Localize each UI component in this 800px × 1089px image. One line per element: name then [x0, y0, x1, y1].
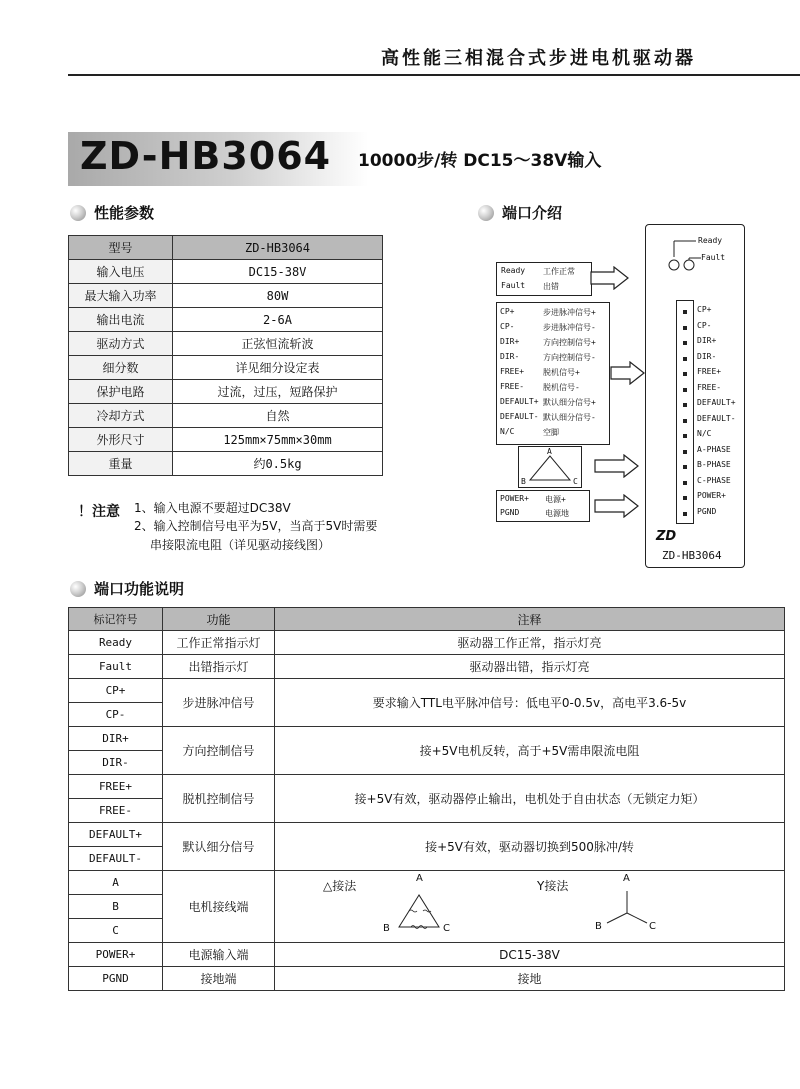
param-key: 外形尺寸	[69, 428, 173, 452]
panel-pin-label: DEFAULT-	[697, 414, 736, 423]
port-note: 接+5V有效，驱动器切换到500脉冲/转	[275, 823, 785, 871]
port-function: 默认细分信号	[163, 823, 275, 871]
pin-dot	[683, 388, 687, 392]
port-symbol: B	[69, 895, 163, 919]
power-desc: 电源地	[545, 509, 569, 518]
port-symbol: DEFAULT-	[69, 847, 163, 871]
signal-desc: 步进脉冲信号+	[543, 308, 596, 317]
power-name: PGND	[500, 508, 520, 517]
section-ports-intro	[478, 202, 562, 223]
signal-name: DEFAULT-	[500, 412, 539, 421]
signal-name: FREE+	[500, 367, 525, 376]
port-note: 驱动器出错，指示灯亮	[275, 655, 785, 679]
panel-pin-label: DIR-	[697, 352, 717, 361]
port-note-wiring	[275, 871, 785, 943]
param-key: 保护电路	[69, 380, 173, 404]
indicator-desc: 出错	[543, 282, 559, 291]
signal-desc: 空脚	[543, 428, 559, 437]
params-table	[68, 235, 383, 476]
pin-dot	[683, 341, 687, 345]
panel-logo: ZD	[656, 529, 677, 544]
params-row	[69, 284, 383, 308]
port-function: 步进脉冲信号	[163, 679, 275, 727]
ports-row	[69, 943, 785, 967]
delta-label-b: B	[383, 923, 390, 934]
ports-row	[69, 679, 785, 703]
signal-desc: 脱机信号-	[543, 383, 580, 392]
params-row	[69, 260, 383, 284]
port-symbol: CP+	[69, 679, 163, 703]
power-name: POWER+	[500, 494, 529, 503]
panel-fault-label: Fault	[701, 253, 726, 262]
pin-dot	[683, 372, 687, 376]
port-function: 方向控制信号	[163, 727, 275, 775]
port-function: 工作正常指示灯	[163, 631, 275, 655]
param-value: 80W	[173, 284, 383, 308]
indicator-label: Ready	[501, 266, 526, 275]
driver-panel	[645, 224, 745, 568]
triangle-label-c: C	[573, 477, 578, 486]
ports-header-row	[69, 608, 785, 631]
port-note: DC15-38V	[275, 943, 785, 967]
port-symbol: FREE-	[69, 799, 163, 823]
delta-wiring-icon	[387, 885, 451, 935]
panel-pin-label: C-PHASE	[697, 476, 731, 485]
panel-pin-label: FREE-	[697, 383, 722, 392]
panel-pin-label: FREE+	[697, 367, 722, 376]
note-line: 串接限流电阻（详见驱动接线图）	[150, 538, 331, 552]
section-ports-func-title: 端口功能说明	[94, 580, 185, 598]
delta-label: △接法	[323, 879, 357, 893]
section-ports-func	[70, 578, 184, 599]
signal-desc: 脱机信号+	[543, 368, 580, 377]
port-symbol: Fault	[69, 655, 163, 679]
port-symbol: DIR+	[69, 727, 163, 751]
panel-pin-label: N/C	[697, 429, 712, 438]
param-value: DC15-38V	[173, 260, 383, 284]
ports-table	[68, 607, 785, 991]
signal-desc: 方向控制信号-	[543, 353, 596, 362]
pin-dot	[683, 419, 687, 423]
signal-desc: 默认细分信号-	[543, 413, 596, 422]
model-name: ZD-HB3064	[80, 134, 332, 178]
indicator-label: Fault	[501, 281, 526, 290]
ports-row	[69, 871, 785, 895]
port-function: 脱机控制信号	[163, 775, 275, 823]
params-row	[69, 428, 383, 452]
port-function: 接地端	[163, 967, 275, 991]
delta-label-c: C	[443, 923, 450, 934]
signal-desc: 步进脉冲信号-	[543, 323, 596, 332]
port-function: 出错指示灯	[163, 655, 275, 679]
signal-name: CP-	[500, 322, 515, 331]
param-value: 125mm×75mm×30mm	[173, 428, 383, 452]
param-key: 最大输入功率	[69, 284, 173, 308]
panel-pin-label: DIR+	[697, 336, 717, 345]
param-value: 约0.5kg	[173, 452, 383, 476]
panel-pin-label: A-PHASE	[697, 445, 731, 454]
triangle-label-b: B	[521, 477, 526, 486]
param-key: 驱动方式	[69, 332, 173, 356]
indicator-box	[496, 262, 592, 296]
port-symbol: DIR-	[69, 751, 163, 775]
pin-dot	[683, 512, 687, 516]
panel-model: ZD-HB3064	[662, 549, 722, 562]
signal-box	[496, 302, 610, 445]
ports-header-function: 功能	[163, 608, 275, 631]
panel-ready-label: Ready	[698, 236, 723, 245]
section-ports-intro-title: 端口介绍	[502, 204, 563, 222]
params-header-value: ZD-HB3064	[173, 236, 383, 260]
ports-header-symbol: 标记符号	[69, 608, 163, 631]
pin-dot	[683, 434, 687, 438]
ports-header-note: 注释	[275, 608, 785, 631]
bullet-icon	[70, 581, 86, 597]
signal-desc: 方向控制信号+	[543, 338, 596, 347]
panel-pin-label: CP+	[697, 305, 712, 314]
indicator-desc: 工作正常	[543, 267, 575, 276]
port-symbol: Ready	[69, 631, 163, 655]
signal-name: DIR-	[500, 352, 520, 361]
ports-row	[69, 967, 785, 991]
param-value: 详见细分设定表	[173, 356, 383, 380]
bullet-icon	[478, 205, 494, 221]
pin-dot	[683, 481, 687, 485]
params-row	[69, 380, 383, 404]
y-label-c: C	[649, 921, 656, 932]
param-value: 2-6A	[173, 308, 383, 332]
port-note: 接+5V电机反转，高于+5V需串限流电阻	[275, 727, 785, 775]
note-line: 1、输入电源不要超过DC38V	[134, 501, 291, 515]
param-key: 输出电流	[69, 308, 173, 332]
signal-name: DIR+	[500, 337, 520, 346]
arrow-right-icon	[590, 266, 630, 290]
ports-row	[69, 631, 785, 655]
panel-pin-label: POWER+	[697, 491, 726, 500]
y-label: Y接法	[537, 879, 569, 893]
port-symbol: POWER+	[69, 943, 163, 967]
port-symbol: PGND	[69, 967, 163, 991]
panel-pin-label: PGND	[697, 507, 717, 516]
pin-dot	[683, 310, 687, 314]
pin-dot	[683, 450, 687, 454]
power-box	[496, 490, 590, 522]
port-symbol: FREE+	[69, 775, 163, 799]
params-row	[69, 404, 383, 428]
ports-row	[69, 655, 785, 679]
port-note: 接地	[275, 967, 785, 991]
pin-dot	[683, 403, 687, 407]
triangle-box	[518, 446, 582, 488]
arrow-right-icon	[594, 494, 640, 518]
param-key: 冷却方式	[69, 404, 173, 428]
port-symbol: DEFAULT+	[69, 823, 163, 847]
header-title: 高性能三相混合式步进电机驱动器	[381, 48, 696, 69]
params-row	[69, 332, 383, 356]
delta-label-a: A	[416, 873, 423, 884]
signal-name: N/C	[500, 427, 515, 436]
params-row	[69, 356, 383, 380]
port-note: 接+5V有效，驱动器停止输出，电机处于自由状态（无锁定力矩）	[275, 775, 785, 823]
model-subtitle: 10000步/转 DC15～38V输入	[358, 151, 602, 171]
port-function: 电源输入端	[163, 943, 275, 967]
terminal-strip	[676, 300, 694, 524]
section-params-title: 性能参数	[94, 204, 155, 222]
param-key: 细分数	[69, 356, 173, 380]
signal-name: FREE-	[500, 382, 525, 391]
pin-dot	[683, 326, 687, 330]
signal-name: DEFAULT+	[500, 397, 539, 406]
port-symbol: A	[69, 871, 163, 895]
param-value: 过流，过压，短路保护	[173, 380, 383, 404]
port-function: 电机接线端	[163, 871, 275, 943]
power-desc: 电源+	[545, 495, 566, 504]
param-value: 自然	[173, 404, 383, 428]
param-key: 输入电压	[69, 260, 173, 284]
bullet-icon	[70, 205, 86, 221]
params-header-row	[69, 236, 383, 260]
led-leads	[646, 225, 744, 285]
panel-pin-label: DEFAULT+	[697, 398, 736, 407]
y-wiring-icon	[597, 885, 657, 935]
y-label-b: B	[595, 921, 602, 932]
ports-row	[69, 727, 785, 751]
note-line: 2、输入控制信号电平为5V，当高于5V时需要	[134, 519, 378, 533]
note-mark: ！注意	[78, 504, 120, 520]
params-header-key: 型号	[69, 236, 173, 260]
port-note: 驱动器工作正常，指示灯亮	[275, 631, 785, 655]
signal-desc: 默认细分信号+	[543, 398, 596, 407]
header-rule	[68, 74, 800, 76]
ports-row	[69, 775, 785, 799]
param-key: 重量	[69, 452, 173, 476]
port-note: 要求输入TTL电平脉冲信号：低电平0-0.5v，高电平3.6-5v	[275, 679, 785, 727]
params-row	[69, 452, 383, 476]
pin-dot	[683, 465, 687, 469]
panel-pin-label: CP-	[697, 321, 712, 330]
section-params	[70, 202, 154, 223]
pin-dot	[683, 357, 687, 361]
ports-row	[69, 823, 785, 847]
param-value: 正弦恒流斩波	[173, 332, 383, 356]
signal-name: CP+	[500, 307, 515, 316]
port-symbol: CP-	[69, 703, 163, 727]
port-symbol: C	[69, 919, 163, 943]
panel-pin-label: B-PHASE	[697, 460, 731, 469]
triangle-label-a: A	[547, 447, 552, 456]
y-label-a: A	[623, 873, 630, 884]
params-row	[69, 308, 383, 332]
arrow-right-icon	[610, 361, 646, 385]
pin-dot	[683, 496, 687, 500]
arrow-right-icon	[594, 454, 640, 478]
